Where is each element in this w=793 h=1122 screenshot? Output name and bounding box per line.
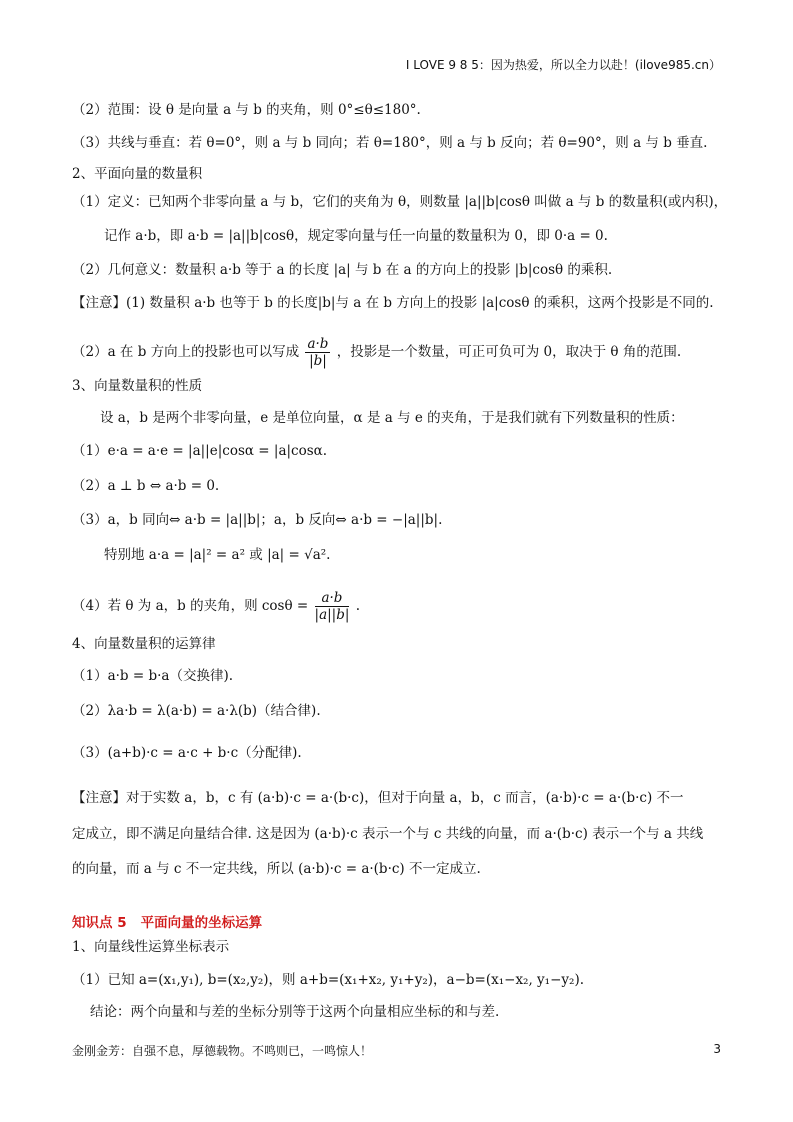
- text-line: （3）a，b 同向⇔ a·b = |a||b|；a，b 反向⇔ a·b = −|a||b|.: [72, 512, 443, 528]
- text-fragment: （2）a 在 b 方向上的投影也可以写成: [72, 344, 300, 360]
- subheading: 2、平面向量的数量积: [72, 166, 203, 182]
- text-line: 设 a，b 是两个非零向量，e 是单位向量，α 是 a 与 e 的夹角，于是我们就有下列数量积的性质：: [100, 410, 684, 426]
- text-line: 记作 a·b，即 a·b = |a||b|cosθ，规定零向量与任一向量的数量积为 0，即 0·a = 0.: [104, 228, 608, 244]
- page-footer: 金刚金芳：自强不息，厚德载物。不鸣则已，一鸣惊人！: [72, 1044, 373, 1058]
- text-line: （2）a ⊥ b ⇔ a·b = 0.: [72, 478, 220, 494]
- page-number: 3: [713, 1042, 721, 1056]
- page-header: I LOVE 9 8 5：因为热爱，所以全力以赴！(ilove985.cn）: [405, 58, 721, 72]
- text-line: 结论：两个向量和与差的坐标分别等于这两个向量相应坐标的和与差.: [90, 1004, 500, 1020]
- fraction-numerator: a·b: [315, 590, 350, 607]
- text-line: （3）(a+b)·c = a·c + b·c（分配律).: [72, 745, 302, 761]
- text-line: （1）e·a = a·e = |a||e|cosα = |a|cosα.: [72, 443, 328, 459]
- note-line: 【注意】对于实数 a，b，c 有 (a·b)·c = a·(b·c)，但对于向量 a，b，c 而言，(a·b)·c = a·(b·c) 不一: [72, 790, 684, 806]
- text-line: （1）已知 a=(x₁,y₁), b=(x₂,y₂)，则 a+b=(x₁+x₂, y₁+y₂)，a−b=(x₁−x₂, y₁−y₂).: [72, 972, 584, 988]
- projection-fraction: [305, 336, 330, 369]
- text-line: 特别地 a·a = |a|² = a² 或 |a| = √a².: [104, 547, 331, 563]
- text-line: （1）定义：已知两个非零向量 a 与 b，它们的夹角为 θ，则数量 |a||b|cosθ 叫做 a 与 b 的数量积(或内积)，: [72, 194, 728, 210]
- text-line: （1）a·b = b·a（交换律).: [72, 668, 234, 684]
- subheading: 1、向量线性运算坐标表示: [72, 939, 230, 955]
- text-line: （3）共线与垂直：若 θ=0°，则 a 与 b 同向；若 θ=180°，则 a 与 b 反向；若 θ=90°，则 a 与 b 垂直.: [72, 135, 708, 151]
- text-line: （2）λa·b = λ(a·b) = a·λ(b)（结合律).: [72, 703, 321, 719]
- subheading: 4、向量数量积的运算律: [72, 636, 216, 652]
- text-line: （4）若 θ 为 a，b 的夹角，则 cosθ = $\frac{a\cdot b}{|a||b|}$ .: [72, 590, 360, 623]
- fraction-denominator: |a||b|: [314, 607, 350, 623]
- text-line: 的向量，而 a 与 c 不一定共线，所以 (a·b)·c = a·(b·c) 不一定成立.: [72, 861, 481, 877]
- fraction-denominator: |b|: [309, 353, 327, 369]
- text-fragment: ，投影是一个数量，可正可负可为 0，取决于 θ 角的范围.: [336, 344, 682, 360]
- text-line: （2）几何意义：数量积 a·b 等于 a 的长度 |a| 与 b 在 a 的方向上的投影 |b|cosθ 的乘积.: [72, 262, 613, 278]
- section-title: 平面向量的坐标运算: [140, 915, 263, 931]
- text-line: [72, 336, 681, 369]
- text-line: （2）范围：设 θ 是向量 a 与 b 的夹角，则 0°≤θ≤180°.: [72, 102, 421, 118]
- fraction-numerator: a·b: [307, 336, 329, 352]
- note-line: 【注意】(1) 数量积 a·b 也等于 b 的长度|b|与 a 在 b 方向上的投影 |a|cosθ 的乘积，这两个投影是不同的.: [72, 295, 714, 311]
- subheading: 3、向量数量积的性质: [72, 378, 203, 394]
- text-line: 定成立，即不满足向量结合律. 这是因为 (a·b)·c 表示一个与 c 共线的向量，而 a·(b·c) 表示一个与 a 共线: [72, 826, 704, 842]
- section-heading: [72, 911, 276, 931]
- text-fragment: （4）若 θ 为 a，b 的夹角，则 cosθ =: [72, 598, 309, 614]
- section-label: 知识点 5: [72, 915, 127, 931]
- cosine-fraction: [315, 590, 350, 623]
